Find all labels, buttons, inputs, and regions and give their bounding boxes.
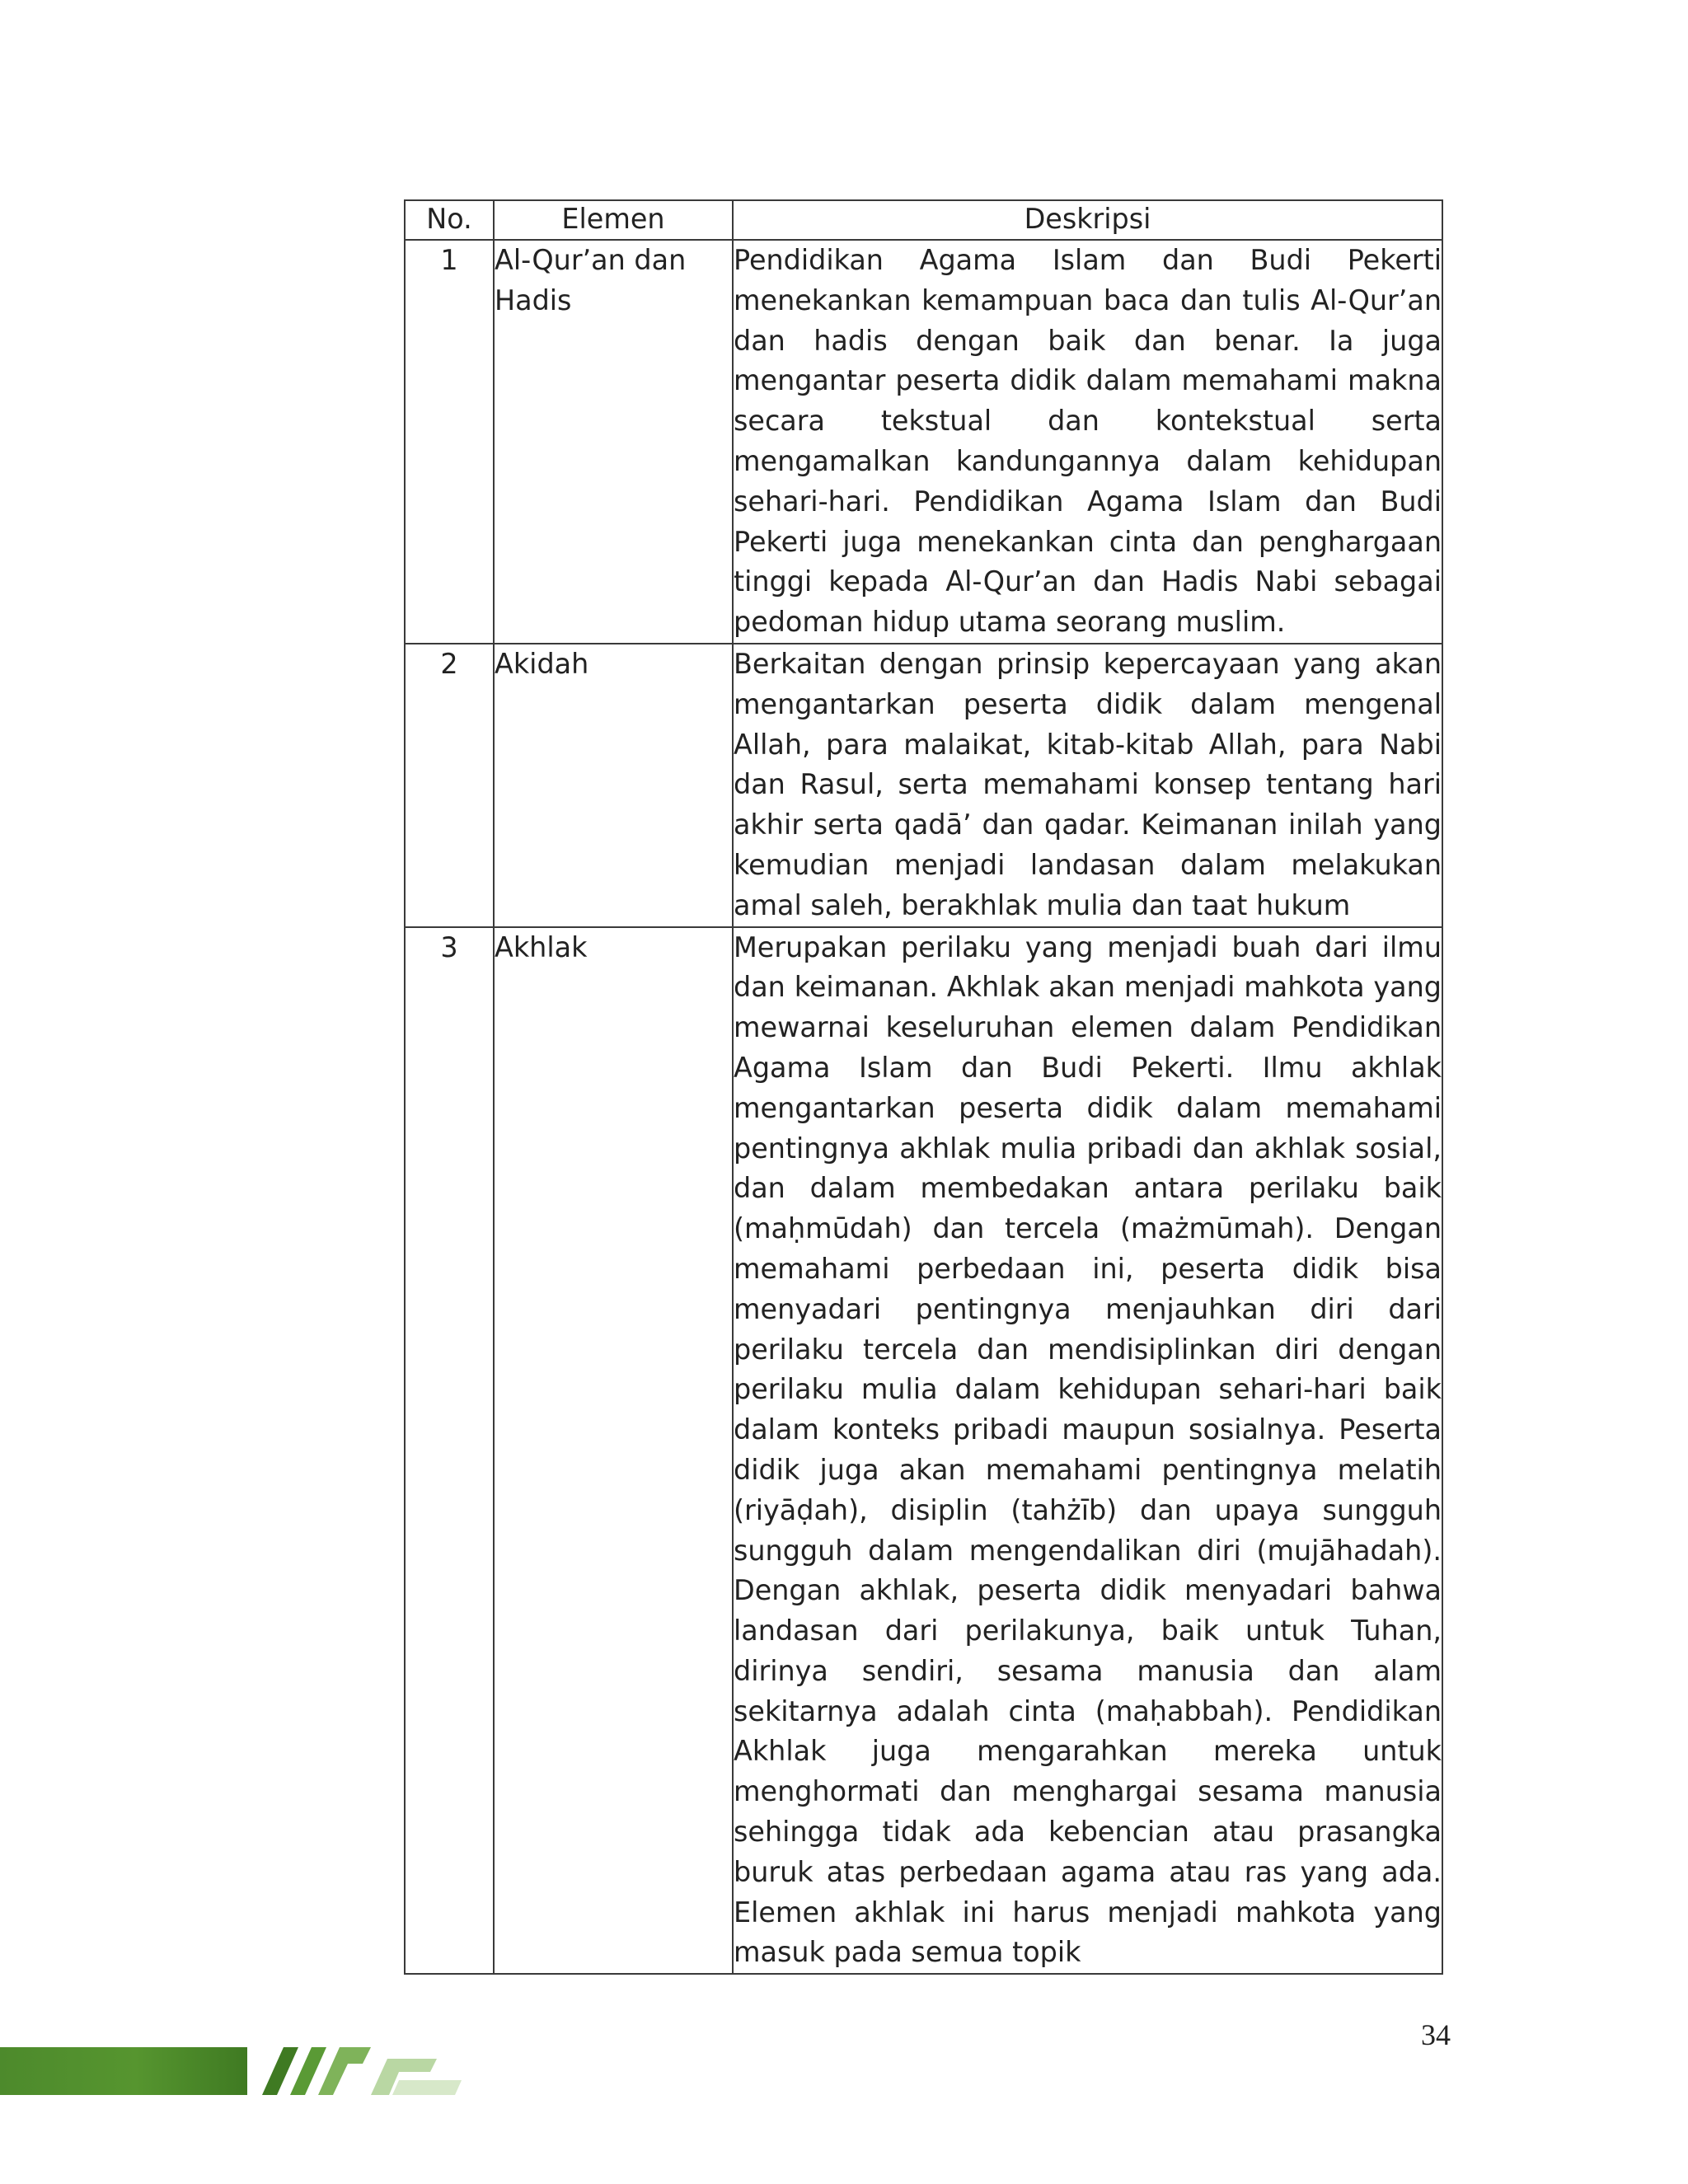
row-element: Al-Qur’an dan Hadis bbox=[494, 240, 733, 644]
footer-green-bar bbox=[0, 2047, 247, 2095]
row-description: Pendidikan Agama Islam dan Budi Pekerti menekankan kemampuan baca dan tulis Al-Qur’an dan hadis dengan baik dan benar. Ia juga mengantar peserta didik dalam memahami makna secara tekstual dan kontekstual serta mengamalkan kandungannya dalam kehidupan sehari-hari. Pendidikan Agama Islam dan Budi Pekerti juga menekankan cinta dan penghargaan tinggi kepada Al-Qur’an dan Hadis Nabi sebagai pedoman hidup utama seorang muslim. bbox=[733, 240, 1442, 644]
table-row bbox=[405, 927, 1442, 1975]
row-number: 1 bbox=[405, 240, 494, 644]
table-header-row bbox=[405, 200, 1442, 240]
header-description: Deskripsi bbox=[733, 200, 1442, 240]
row-element: Akhlak bbox=[494, 927, 733, 1975]
elements-table bbox=[404, 199, 1443, 1975]
header-no: No. bbox=[405, 200, 494, 240]
row-number: 2 bbox=[405, 644, 494, 927]
row-number: 3 bbox=[405, 927, 494, 1975]
footer-logo-stripes bbox=[247, 2047, 478, 2095]
table-row bbox=[405, 240, 1442, 644]
row-element: Akidah bbox=[494, 644, 733, 927]
page-number: 34 bbox=[1421, 2018, 1451, 2051]
table-row bbox=[405, 644, 1442, 927]
row-description: Merupakan perilaku yang menjadi buah dari ilmu dan keimanan. Akhlak akan menjadi mahkota yang mewarnai keseluruhan elemen dalam Pendidikan Agama Islam dan Budi Pekerti. Ilmu akhlak mengantarkan peserta didik dalam memahami pentingnya akhlak mulia pribadi dan akhlak sosial, dan dalam membedakan antara perilaku baik (maḥmūdah) dan tercela (mażmūmah). Dengan memahami perbedaan ini, peserta didik bisa menyadari pentingnya menjauhkan diri dari perilaku tercela dan mendisiplinkan diri dengan perilaku mulia dalam kehidupan sehari-hari baik dalam konteks pribadi maupun sosialnya. Peserta didik juga akan memahami pentingnya melatih (riyāḍah), disiplin (tahżīb) dan upaya sungguh sungguh dalam mengendalikan diri (mujāhadah). Dengan akhlak, peserta didik menyadari bahwa landasan dari perilakunya, baik untuk Tuhan, dirinya sendiri, sesama manusia dan alam sekitarnya adalah cinta (maḥabbah). Pendidikan Akhlak juga mengarahkan mereka untuk menghormati dan menghargai sesama manusia sehingga tidak ada kebencian atau prasangka buruk atas perbedaan agama atau ras yang ada. Elemen akhlak ini harus menjadi mahkota yang masuk pada semua topik bbox=[733, 927, 1442, 1975]
row-description: Berkaitan dengan prinsip kepercayaan yang akan mengantarkan peserta didik dalam mengenal Allah, para malaikat, kitab-kitab Allah, para Nabi dan Rasul, serta memahami konsep tentang hari akhir serta qadā’ dan qadar. Keimanan inilah yang kemudian menjadi landasan dalam melakukan amal saleh, berakhlak mulia dan taat hukum bbox=[733, 644, 1442, 927]
header-element: Elemen bbox=[494, 200, 733, 240]
